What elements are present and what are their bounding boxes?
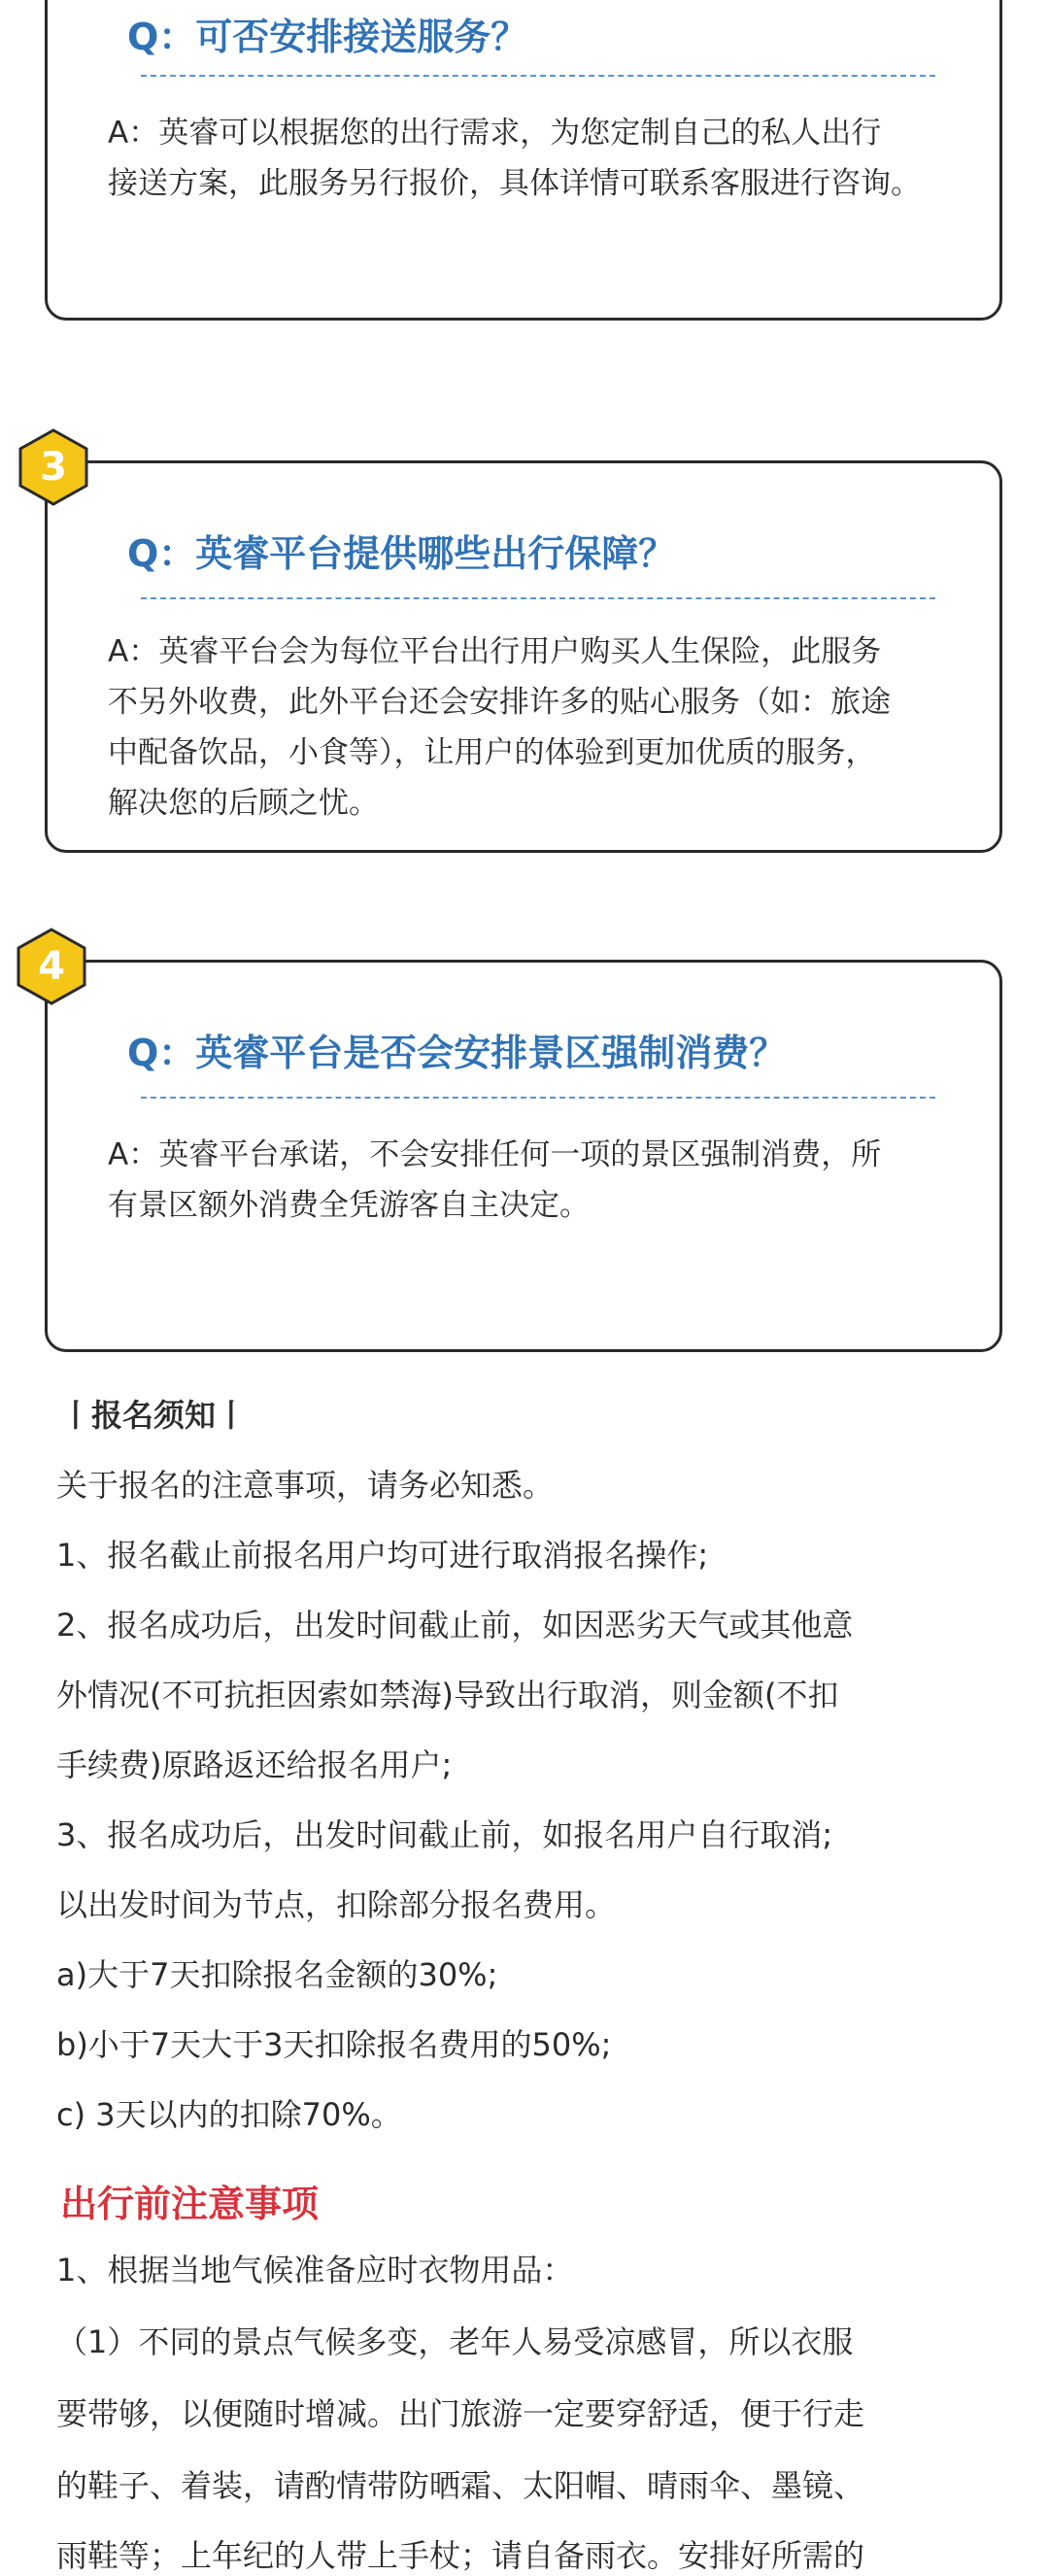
number-badge xyxy=(17,427,89,507)
notice-line: 手续费)原路返还给报名用户; xyxy=(56,1746,453,1783)
notice-line: 2、报名成功后，出发时间截止前，如因恶劣天气或其他意 xyxy=(56,1607,854,1644)
notice-line: （1）不同的景点气候多变，老年人易受凉感冒，所以衣服 xyxy=(56,2323,854,2360)
faq-answer xyxy=(108,1130,972,1231)
faq-answer xyxy=(108,108,972,209)
dashed-divider xyxy=(141,1097,935,1099)
faq-question: Q：英睿平台提供哪些出行保障？ xyxy=(127,532,676,575)
badge-number: 4 xyxy=(38,944,65,989)
answer-line: 接送方案，此服务另行报价，具体详情可联系客服进行咨询。 xyxy=(108,166,921,201)
dashed-divider xyxy=(141,597,935,599)
badge-number: 3 xyxy=(40,445,67,490)
notice-line: 1、报名截止前报名用户均可进行取消报名操作; xyxy=(56,1537,709,1574)
notice-line: c) 3天以内的扣除70%。 xyxy=(56,2096,402,2133)
notice-line: 3、报名成功后，出发时间截止前，如报名用户自行取消; xyxy=(56,1816,833,1853)
faq-card xyxy=(45,960,1002,1352)
faq-card xyxy=(45,0,1002,321)
faq-question: Q：英睿平台是否会安排景区强制消费？ xyxy=(127,1032,787,1074)
answer-line: A：英睿平台承诺，不会安排任何一项的景区强制消费，所 xyxy=(108,1137,882,1172)
faq-question: Q：可否安排接送服务？ xyxy=(127,16,528,58)
answer-line: A：英睿可以根据您的出行需求，为您定制自己的私人出行 xyxy=(108,116,882,151)
notice-line: 要带够，以便随时增减。出门旅游一定要穿舒适，便于行走 xyxy=(56,2395,865,2432)
notice-line: 关于报名的注意事项，请务必知悉。 xyxy=(56,1467,555,1504)
travel-notes-heading: 出行前注意事项 xyxy=(60,2183,320,2225)
dashed-divider xyxy=(141,75,935,77)
answer-line: A：英睿平台会为每位平台出行用户购买人生保险，此服务 xyxy=(108,634,882,669)
notice-line: b)小于7天大于3天扣除报名费用的50%; xyxy=(56,2026,612,2063)
notice-line: 的鞋子、着装，请酌情带防晒霜、太阳帽、晴雨伞、墨镜、 xyxy=(56,2467,865,2504)
answer-line: 解决您的后顾之忧。 xyxy=(108,786,379,821)
faq-answer xyxy=(108,627,972,829)
notice-line: a)大于7天扣除报名金额的30%; xyxy=(56,1956,498,1993)
answer-line: 中配备饮品，小食等），让用户的体验到更加优质的服务， xyxy=(108,735,876,770)
notice-line: 以出发时间为节点，扣除部分报名费用。 xyxy=(56,1886,617,1923)
registration-heading: 丨报名须知丨 xyxy=(60,1397,248,1434)
answer-line: 不另外收费，此外平台还会安排许多的贴心服务（如：旅途 xyxy=(108,685,891,720)
notice-line: 雨鞋等；上年纪的人带上手杖；请自备雨衣。安排好所需的 xyxy=(56,2537,865,2574)
answer-line: 有景区额外消费全凭游客自主决定。 xyxy=(108,1188,590,1223)
number-badge xyxy=(16,927,87,1006)
notice-line: 1、根据当地气候准备应时衣物用品： xyxy=(56,2252,574,2288)
notice-line: 外情况(不可抗拒因索如禁海)导致出行取消，则金额(不扣 xyxy=(56,1677,839,1713)
faq-card xyxy=(45,460,1002,853)
